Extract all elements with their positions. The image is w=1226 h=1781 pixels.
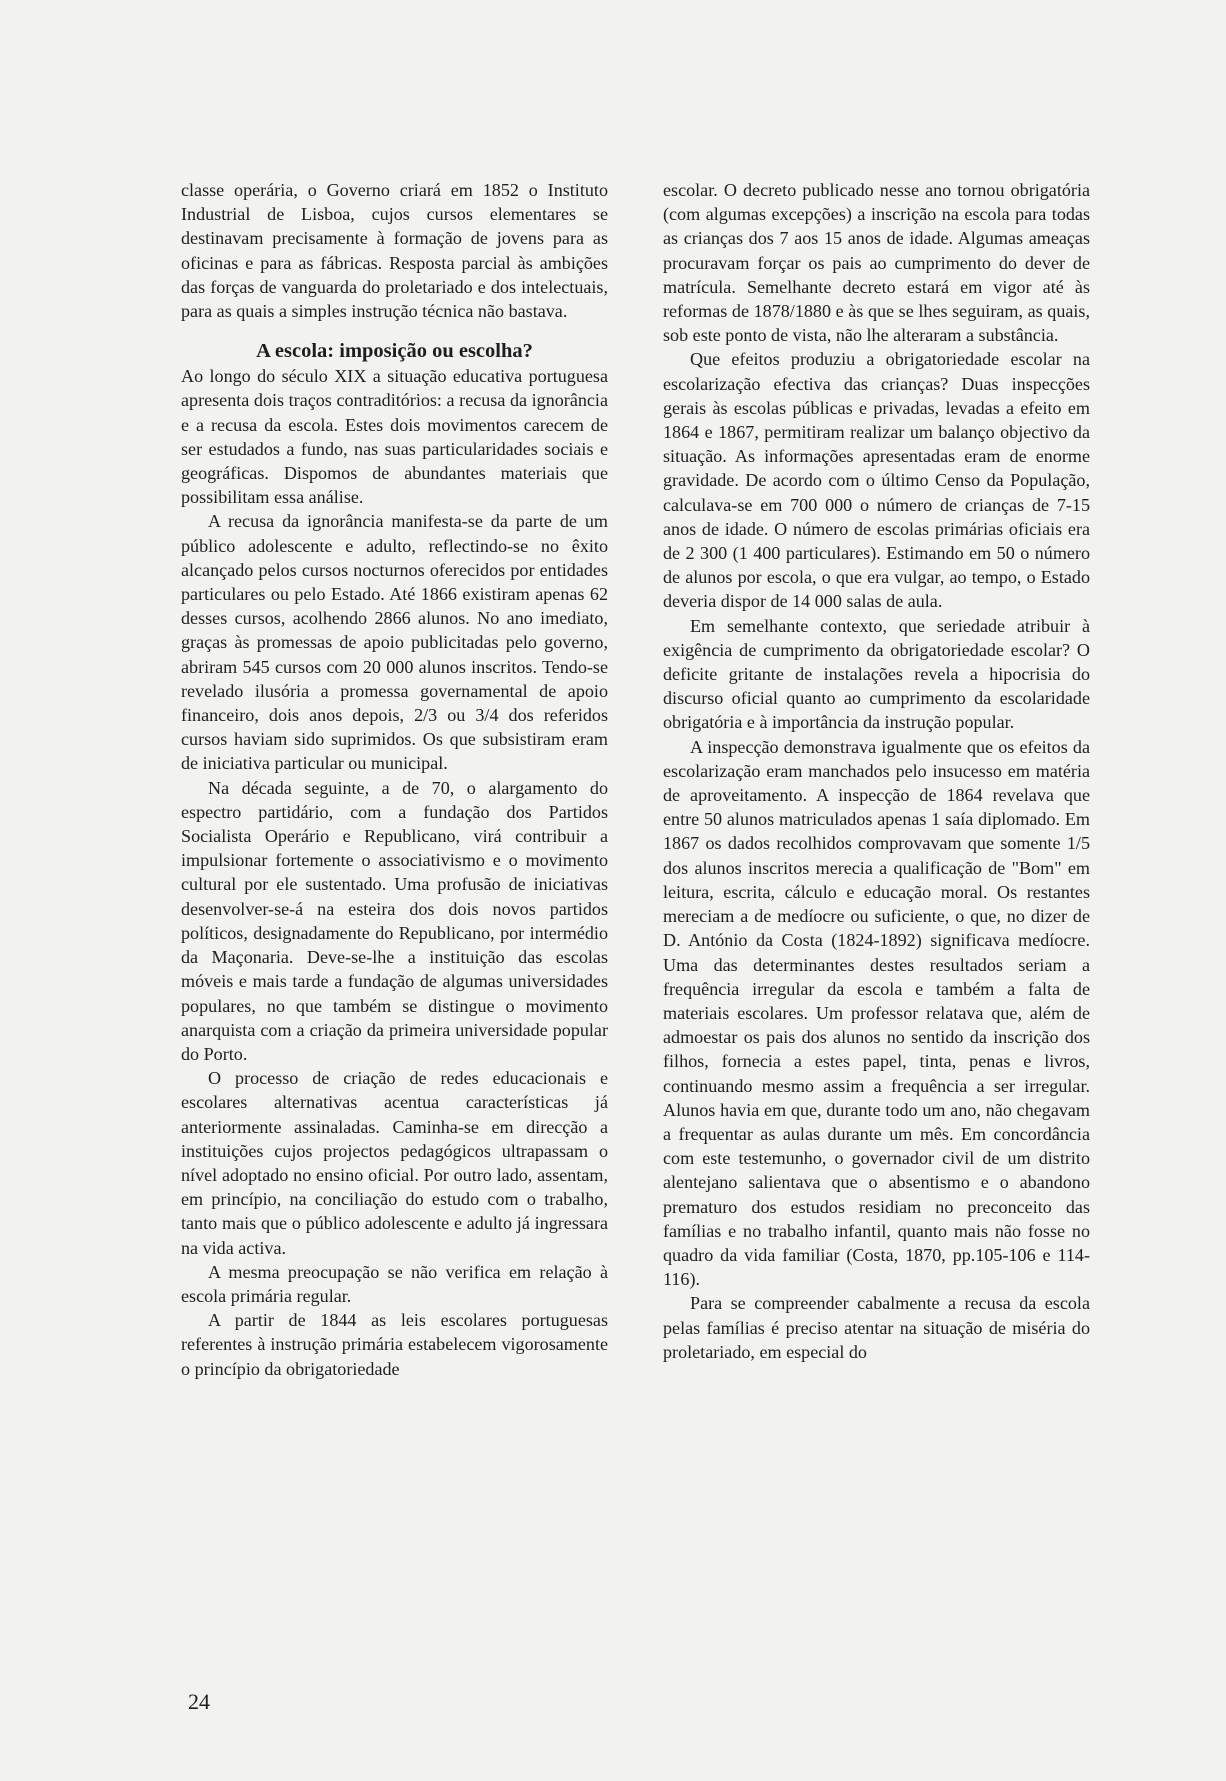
paragraph: A mesma preocupação se não verifica em relação à escola primária regular. — [181, 1261, 608, 1306]
paragraph: Ao longo do século XIX a situação educativa portuguesa apresenta dois traços contraditórios: a recusa da ignorância e a recusa da escola. Estes dois movimentos carecem de ser estudados a fundo, nas suas particularidades sociais e geográficas. Dispomos de abundantes materiais que possibilitam essa análise. — [181, 366, 608, 508]
paragraph: A recusa da ignorância manifesta-se da parte de um público adolescente e adulto, reflectindo-se no êxito alcançado pelos cursos nocturnos oferecidos por entidades particulares ou pelo Estado. Até 1866 existiram apenas 62 desses cursos, acolhendo 2866 alunos. No ano imediato, graças às promessas de apoio publicitadas pelo governo, abriram 545 cursos com 20 000 alunos inscritos. Tendo-se revelado ilusória a promessa governamental de apoio financeiro, dois anos depois, 2/3 ou 3/4 dos referidos cursos haviam sido suprimidos. Os que subsistiram eram de iniciativa particular ou municipal. — [181, 511, 608, 774]
paragraph: O processo de criação de redes educacionais e escolares alternativas acentua características já anteriormente assinaladas. Caminha-se em direcção a instituições cujos projectos pedagógicos ultrapassam o nível adoptado no ensino oficial. Por outro lado, assentam, em princípio, na conciliação do estudo com o trabalho, tanto mais que o público adolescente e adulto já ingressara na vida activa. — [181, 1068, 608, 1258]
paragraph: Em semelhante contexto, que seriedade atribuir à exigência de cumprimento da obrigatoriedade escolar? O deficite gritante de instalações revela a hipocrisia do discurso oficial quanto ao cumprimento da escolaridade obrigatória e à importância da instrução popular. — [663, 615, 1090, 733]
left-column — [181, 178, 608, 1381]
paragraph: Na década seguinte, a de 70, o alargamento do espectro partidário, com a fundação dos Partidos Socialista Operário e Republicano, virá contribuir a impulsionar fortemente o associativismo e o movimento cultural por ele sustentado. Uma profusão de iniciativas desenvolver-se-á na esteira dos dois novos partidos políticos, designadamente do Republicano, por intermédio da Maçonaria. Deve-se-lhe a instituição das escolas móveis e mais tarde a fundação de algumas universidades populares, no que também se distingue o movimento anarquista com a criação da primeira universidade popular do Porto. — [181, 777, 608, 1064]
paragraph: A inspecção demonstrava igualmente que os efeitos da escolarização eram manchados pelo insucesso em matéria de aproveitamento. A inspecção de 1864 revelava que entre 50 alunos matriculados apenas 1 saía diplomado. Em 1867 os dados recolhidos comprovavam que somente 1/5 dos alunos inscritos merecia a qualificação de "Bom" em leitura, escrita, cálculo e educação moral. Os restantes mereciam a de medíocre ou suficiente, o que, no dizer de D. António da Costa (1824-1892) significava medíocre. Uma das determinantes destes resultados seriam a frequência irregular da escola e também a falta de materiais escolares. Um professor relatava que, além de admoestar os pais dos alunos no sentido da inscrição dos filhos, fornecia a estes papel, tinta, penas e livros, continuando mesmo assim a frequência a ser irregular. Alunos havia em que, durante todo um ano, não chegavam a frequentar as aulas durante um mês. Em concordância com este testemunho, o governador civil de um distrito alentejano salientava que o absentismo e o abandono prematuro dos estudos residiam no preconceito das famílias e no trabalho infantil, quanto mais não fosse no quadro da vida familiar (Costa, 1870, pp.105-106 e 114-116). — [663, 736, 1090, 1290]
continued-paragraph: escolar. O decreto publicado nesse ano tornou obrigatória (com algumas excepções) a inscrição na escola para todas as crianças dos 7 aos 15 anos de idade. Algumas ameaças procuravam forçar os pais ao cumprimento do dever de matrícula. Semelhante decreto estará em vigor até às reformas de 1878/1880 e às que se lhes seguiram, as quais, sob este ponto de vista, não lhe alteraram a substância. — [663, 180, 1090, 346]
intro-paragraph: classe operária, o Governo criará em 1852 o Instituto Industrial de Lisboa, cujos cursos elementares se destinavam precisamente à formação de jovens para as oficinas e para as fábricas. Resposta parcial às ambições das forças de vanguarda do proletariado e dos intelectuais, para as quais a simples instrução técnica não bastava. — [181, 180, 608, 322]
paragraph: Para se compreender cabalmente a recusa da escola pelas famílias é preciso atentar na situação de miséria do proletariado, em especial do — [663, 1293, 1090, 1362]
section-heading: A escola: imposição ou escolha? — [256, 340, 533, 363]
right-column — [663, 178, 1090, 1364]
paragraph: A partir de 1844 as leis escolares portuguesas referentes à instrução primária estabelecem vigorosamente o princípio da obrigatoriedade — [181, 1310, 608, 1379]
paragraph: Que efeitos produziu a obrigatoriedade escolar na escolarização efectiva das crianças? Duas inspecções gerais às escolas públicas e privadas, levadas a efeito em 1864 e 1867, permitiram realizar um balanço objectivo da situação. As informações apresentadas eram de enorme gravidade. De acordo com o último Censo da População, calculava-se em 700 000 o número de crianças de 7-15 anos de idade. O número de escolas primárias oficiais era de 2 300 (1 400 particulares). Estimando em 50 o número de alunos por escola, o que era vulgar, ao tempo, o Estado deveria dispor de 14 000 salas de aula. — [663, 349, 1090, 612]
page-number: 24 — [188, 1689, 210, 1714]
